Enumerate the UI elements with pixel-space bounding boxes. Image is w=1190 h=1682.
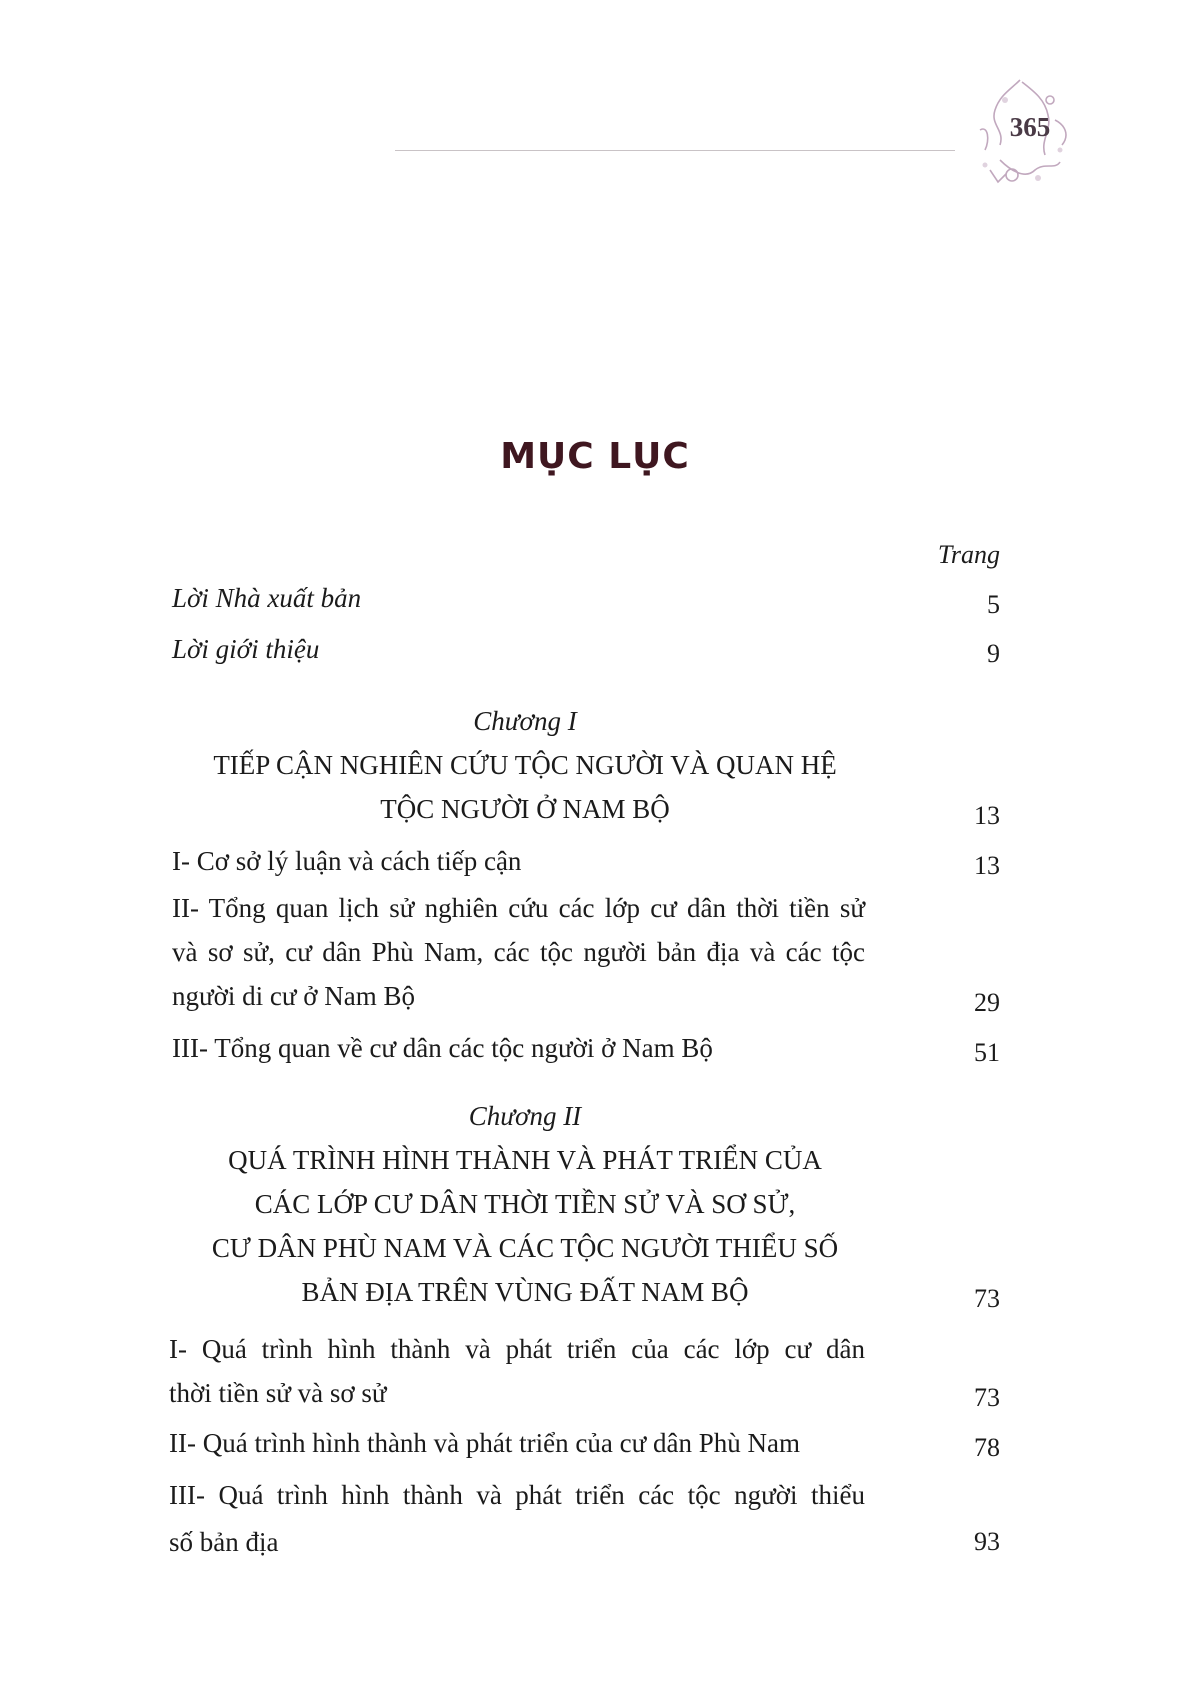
toc-entry-publisher-note[interactable]: Lời Nhà xuất bản — [172, 583, 362, 613]
toc-page-chapter-2: 73 — [974, 1284, 1000, 1313]
chapter-1-title-line[interactable]: TỘC NGƯỜI Ở NAM BỘ — [380, 794, 670, 824]
toc-page-ch2-sec3: 93 — [974, 1527, 1000, 1556]
chapter-2-title-line[interactable]: CƯ DÂN PHÙ NAM VÀ CÁC TỘC NGƯỜI THIỂU SỐ — [211, 1233, 839, 1263]
page-title: MỤC LỤC — [500, 436, 690, 477]
toc-page-ch1-sec2: 29 — [974, 988, 1000, 1017]
toc-entry-ch1-sec1[interactable]: I- Cơ sở lý luận và cách tiếp cận — [172, 846, 522, 876]
chapter-2-title-line[interactable]: CÁC LỚP CƯ DÂN THỜI TIỀN SỬ VÀ SƠ SỬ, — [254, 1189, 796, 1219]
chapter-2-title-line[interactable]: BẢN ĐỊA TRÊN VÙNG ĐẤT NAM BỘ — [301, 1277, 749, 1307]
toc-entry-ch2-sec1[interactable]: thời tiền sử và sơ sử — [169, 1378, 387, 1408]
page-number: 365 — [1009, 112, 1051, 142]
toc-page-publisher-note: 5 — [987, 590, 1000, 619]
toc-entry-introduction[interactable]: Lời giới thiệu — [172, 634, 320, 664]
toc-entry-ch1-sec2[interactable]: II- Tổng quan lịch sử nghiên cứu các lớp cư dân thời tiền sử — [172, 893, 865, 923]
toc-page-ch1-sec1: 13 — [974, 851, 1000, 880]
toc-page-ch1-sec3: 51 — [974, 1038, 1000, 1067]
toc-entry-ch2-sec1[interactable]: I- Quá trình hình thành và phát triển của các lớp cư dân — [169, 1334, 865, 1364]
chapter-1-label: Chương I — [473, 706, 577, 736]
toc-entry-ch1-sec2[interactable]: và sơ sử, cư dân Phù Nam, các tộc người bản địa và các tộc — [172, 937, 865, 967]
toc-entry-ch1-sec3[interactable]: III- Tổng quan về cư dân các tộc người ở Nam Bộ — [172, 1033, 713, 1063]
toc-entry-ch2-sec3[interactable]: số bản địa — [169, 1527, 279, 1557]
chapter-2-label: Chương II — [468, 1101, 582, 1131]
chapter-2-title-line[interactable]: QUÁ TRÌNH HÌNH THÀNH VÀ PHÁT TRIỂN CỦA — [228, 1145, 822, 1175]
toc-entry-ch2-sec3[interactable]: III- Quá trình hình thành và phát triển các tộc người thiểu — [169, 1480, 865, 1510]
toc-entry-ch1-sec2[interactable]: người di cư ở Nam Bộ — [172, 981, 416, 1011]
toc-page-ch2-sec1: 73 — [974, 1383, 1000, 1412]
toc-page-ch2-sec2: 78 — [974, 1433, 1000, 1462]
toc-page-introduction: 9 — [987, 639, 1000, 668]
page-column-label: Trang — [937, 540, 1000, 569]
toc-page-chapter-1: 13 — [974, 801, 1000, 830]
toc-entry-ch2-sec2[interactable]: II- Quá trình hình thành và phát triển của cư dân Phù Nam — [169, 1428, 800, 1458]
header-rule — [395, 150, 955, 151]
chapter-1-title-line[interactable]: TIẾP CẬN NGHIÊN CỨU TỘC NGƯỜI VÀ QUAN HỆ — [213, 750, 837, 780]
